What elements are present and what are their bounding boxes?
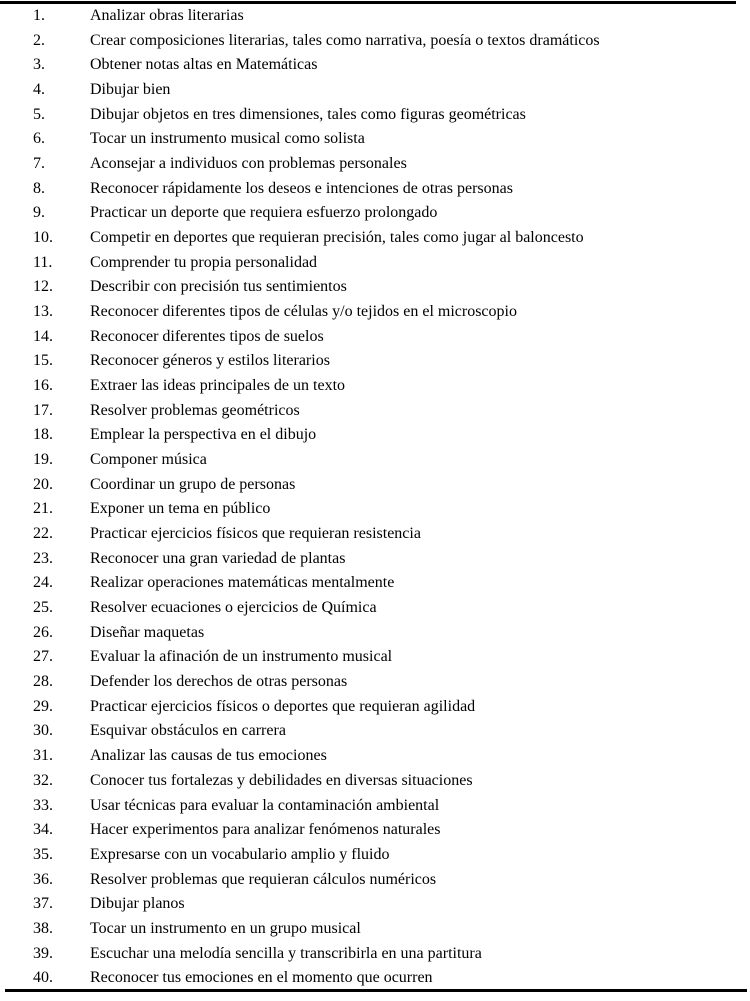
- item-text: Describir con precisión tus sentimientos: [90, 278, 347, 296]
- list-item: [0, 300, 750, 325]
- item-text: Competir en deportes que requieran precisión, tales como jugar al baloncesto: [90, 229, 584, 247]
- item-text: Tocar un instrumento musical como solista: [90, 130, 365, 148]
- list-item: [0, 251, 750, 276]
- item-text: Evaluar la afinación de un instrumento musical: [90, 648, 393, 666]
- item-number: 39.: [33, 944, 53, 962]
- list-item: [0, 399, 750, 424]
- list-item: [0, 226, 750, 251]
- item-text: Coordinar un grupo de personas: [90, 475, 296, 493]
- item-number: 16.: [33, 377, 53, 395]
- list-item: [0, 892, 750, 917]
- list-item: [0, 4, 750, 29]
- item-number: 9.: [33, 204, 45, 222]
- item-number: 22.: [33, 525, 53, 543]
- item-number: 15.: [33, 352, 53, 370]
- list-item: [0, 448, 750, 473]
- item-text: Comprender tu propia personalidad: [90, 253, 318, 271]
- item-number: 31.: [33, 747, 53, 765]
- item-number: 26.: [33, 623, 53, 641]
- item-number: 23.: [33, 549, 53, 567]
- item-number: 13.: [33, 303, 53, 321]
- item-text: Reconocer una gran variedad de plantas: [90, 549, 346, 567]
- item-number: 36.: [33, 870, 53, 888]
- list-item: [0, 374, 750, 399]
- item-text: Obtener notas altas en Matemáticas: [90, 56, 318, 74]
- item-text: Extraer las ideas principales de un texto: [90, 377, 346, 395]
- list-item: [0, 596, 750, 621]
- list-item: [0, 645, 750, 670]
- item-text: Reconocer tus emociones en el momento que ocurren: [90, 969, 433, 987]
- item-number: 33.: [33, 796, 53, 814]
- item-text: Tocar un instrumento en un grupo musical: [90, 919, 361, 937]
- item-number: 30.: [33, 722, 53, 740]
- item-number: 7.: [33, 155, 45, 173]
- item-text: Usar técnicas para evaluar la contaminación ambiental: [90, 796, 440, 814]
- item-text: Aconsejar a individuos con problemas personales: [90, 155, 407, 173]
- list-item: [0, 349, 750, 374]
- item-text: Reconocer diferentes tipos de células y/o tejidos en el microscopio: [90, 303, 517, 321]
- item-number: 37.: [33, 895, 53, 913]
- list-item: [0, 53, 750, 78]
- list-item: [0, 522, 750, 547]
- item-text: Dibujar planos: [90, 895, 185, 913]
- item-text: Dibujar objetos en tres dimensiones, tales como figuras geométricas: [90, 105, 526, 123]
- list-item: [0, 966, 750, 991]
- item-text: Exponer un tema en público: [90, 500, 271, 518]
- list-item: [0, 744, 750, 769]
- item-number: 14.: [33, 327, 53, 345]
- item-number: 11.: [33, 253, 53, 271]
- item-number: 20.: [33, 475, 53, 493]
- list-item: [0, 942, 750, 967]
- item-number: 21.: [33, 500, 53, 518]
- item-text: Conocer tus fortalezas y debilidades en diversas situaciones: [90, 771, 473, 789]
- item-text: Escuchar una melodía sencilla y transcribirla en una partitura: [90, 944, 482, 962]
- item-text: Practicar ejercicios físicos que requieran resistencia: [90, 525, 421, 543]
- item-text: Practicar un deporte que requiera esfuerzo prolongado: [90, 204, 438, 222]
- list-item: [0, 127, 750, 152]
- item-number: 32.: [33, 771, 53, 789]
- list-item: [0, 695, 750, 720]
- list-item: [0, 423, 750, 448]
- item-text: Resolver problemas geométricos: [90, 401, 300, 419]
- item-text: Practicar ejercicios físicos o deportes que requieran agilidad: [90, 697, 476, 715]
- item-number: 19.: [33, 451, 53, 469]
- item-number: 1.: [33, 7, 45, 24]
- item-text: Analizar obras literarias: [90, 7, 244, 24]
- item-number: 34.: [33, 821, 53, 839]
- item-number: 40.: [33, 969, 53, 987]
- item-number: 28.: [33, 673, 53, 691]
- item-number: 12.: [33, 278, 53, 296]
- item-number: 25.: [33, 599, 53, 617]
- list-item: [0, 818, 750, 843]
- item-number: 8.: [33, 179, 45, 197]
- table-bottom-rule: [5, 989, 747, 992]
- item-text: Esquivar obstáculos en carrera: [90, 722, 286, 740]
- item-text: Hacer experimentos para analizar fenómenos naturales: [90, 821, 441, 839]
- list-item: [0, 275, 750, 300]
- list-item: [0, 497, 750, 522]
- list-item: [0, 29, 750, 54]
- list-item: [0, 78, 750, 103]
- item-number: 24.: [33, 574, 53, 592]
- item-text: Defender los derechos de otras personas: [90, 673, 348, 691]
- item-text: Crear composiciones literarias, tales como narrativa, poesía o textos dramáticos: [90, 31, 600, 49]
- list-item: [0, 719, 750, 744]
- item-number: 17.: [33, 401, 53, 419]
- list-item: [0, 473, 750, 498]
- item-number: 6.: [33, 130, 45, 148]
- list-item: [0, 201, 750, 226]
- item-text: Resolver ecuaciones o ejercicios de Química: [90, 599, 377, 617]
- item-text: Analizar las causas de tus emociones: [90, 747, 327, 765]
- list-item: [0, 571, 750, 596]
- item-number: 38.: [33, 919, 53, 937]
- item-text: Componer música: [90, 451, 207, 469]
- list-item: [0, 177, 750, 202]
- list-item: [0, 917, 750, 942]
- list-item: [0, 325, 750, 350]
- item-text: Realizar operaciones matemáticas mentalmente: [90, 574, 395, 592]
- list-item: [0, 769, 750, 794]
- list-item: [0, 103, 750, 128]
- item-text: Dibujar bien: [90, 81, 171, 99]
- item-text: Diseñar maquetas: [90, 623, 205, 641]
- item-number: 3.: [33, 56, 45, 74]
- list-item: [0, 868, 750, 893]
- item-number: 5.: [33, 105, 45, 123]
- item-number: 35.: [33, 845, 53, 863]
- list-item: [0, 547, 750, 572]
- list-item: [0, 843, 750, 868]
- list-item: [0, 794, 750, 819]
- item-text: Expresarse con un vocabulario amplio y fluido: [90, 845, 390, 863]
- list-item: [0, 621, 750, 646]
- item-text: Reconocer rápidamente los deseos e intenciones de otras personas: [90, 179, 513, 197]
- item-number: 10.: [33, 229, 53, 247]
- list-item: [0, 152, 750, 177]
- item-list: [0, 4, 750, 991]
- item-number: 4.: [33, 81, 45, 99]
- item-number: 27.: [33, 648, 53, 666]
- item-number: 29.: [33, 697, 53, 715]
- item-number: 18.: [33, 426, 53, 444]
- list-item: [0, 670, 750, 695]
- item-text: Emplear la perspectiva en el dibujo: [90, 426, 317, 444]
- item-text: Reconocer géneros y estilos literarios: [90, 352, 330, 370]
- item-text: Resolver problemas que requieran cálculos numéricos: [90, 870, 437, 888]
- item-number: 2.: [33, 31, 45, 49]
- item-text: Reconocer diferentes tipos de suelos: [90, 327, 324, 345]
